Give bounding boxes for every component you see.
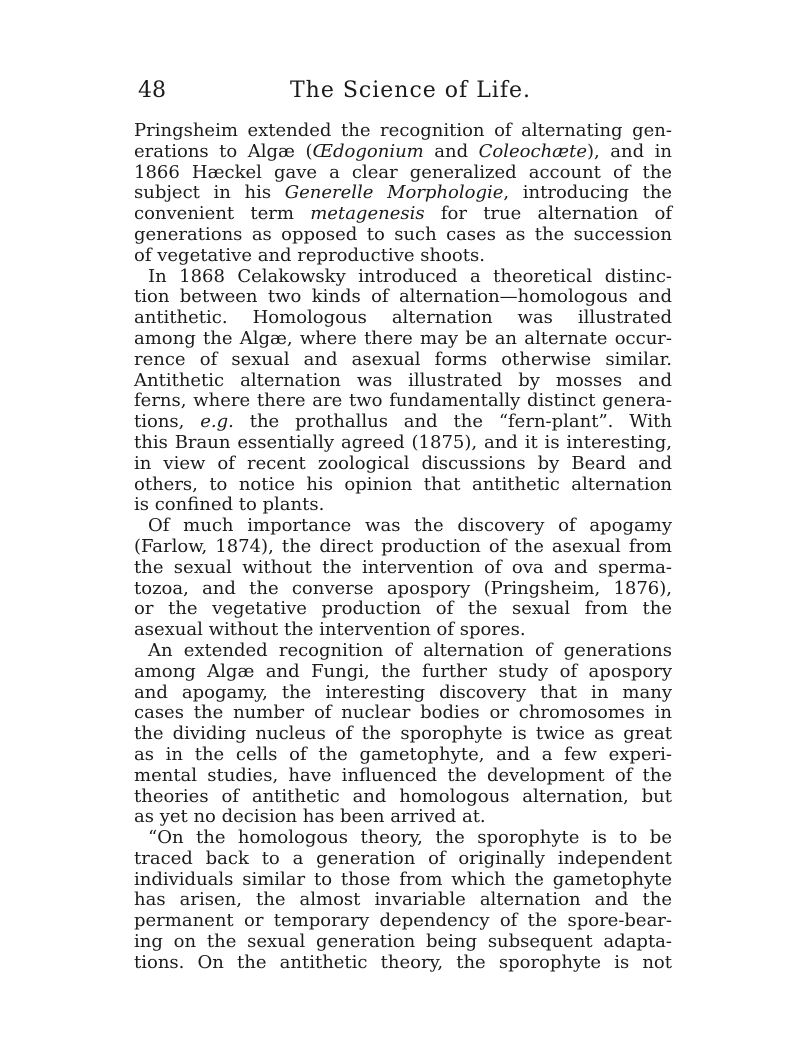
text-line: In 1868 Celakowsky introduced a theoretical distinc- (148, 265, 672, 287)
text-line: has arisen, the almost invariable alternation and the (134, 889, 672, 911)
italic-term: metagenesis (310, 203, 425, 225)
text-line: traced back to a generation of originally independent (134, 847, 672, 869)
italic-term: Generelle Morphologie (284, 182, 504, 204)
text-line: antithetic. Homologous alternation was illustrated (134, 307, 672, 329)
italic-term: e.g. (200, 411, 234, 433)
text-line: asexual without the intervention of spores. (134, 619, 526, 641)
text-line: “On the homologous theory, the sporophyte is to be (148, 827, 672, 849)
text-line: Pringsheim extended the recognition of alternating gen- (134, 120, 672, 141)
italic-term: Œdogonium (312, 140, 424, 162)
text-line: An extended recognition of alternation of generations (148, 639, 672, 661)
text-line: permanent or temporary dependency of the spore-bear- (134, 910, 672, 932)
paragraph (134, 267, 672, 517)
text-line: theories of antithetic and homologous alternation, but (134, 785, 672, 807)
paragraph (134, 641, 672, 828)
text-line: 1866 Hæckel gave a clear generalized account of the (134, 161, 672, 183)
text-line: of vegetative and reproductive shoots. (134, 244, 485, 266)
text-line: erations to Algæ (Œdogonium and Coleochæte), and in (134, 140, 672, 162)
paragraph (134, 516, 672, 641)
paragraph (134, 828, 672, 974)
text-line: and apogamy, the interesting discovery that in many (134, 681, 672, 703)
text-line: among the Algæ, where there may be an alternate occur- (134, 327, 672, 349)
text-line: rence of sexual and asexual forms otherwise similar. (134, 348, 672, 370)
text-line: tozoa, and the converse apospory (Pringsheim, 1876), (134, 577, 672, 599)
text-line: cases the number of nuclear bodies or chromosomes in (134, 702, 672, 724)
text-line: ferns, where there are two fundamentally distinct genera- (134, 390, 672, 412)
text-line: as in the cells of the gametophyte, and a few experi- (134, 743, 672, 765)
text-line: subject in his Generelle Morphologie, introducing the (134, 182, 672, 204)
text-line: others, to notice his opinion that antithetic alternation (134, 473, 672, 495)
italic-term: Coleochæte (478, 140, 587, 162)
text-line: individuals similar to those from which the gametophyte (134, 868, 672, 890)
text-line: convenient term metagenesis for true alternation of (134, 203, 672, 225)
text-line: this Braun essentially agreed (1875), and it is interesting, (134, 431, 672, 453)
text-line: tions. On the antithetic theory, the sporophyte is not (134, 951, 672, 973)
text-line: as yet no decision has been arrived at. (134, 806, 486, 828)
text-line: tion between two kinds of alternation—homologous and (134, 286, 672, 308)
text-line: the sexual without the intervention of ova and sperma- (134, 556, 672, 578)
text-line: among Algæ and Fungi, the further study of apospory (134, 660, 672, 682)
page-number: 48 (138, 78, 166, 103)
running-title: The Science of Life. (290, 78, 531, 103)
body-text (134, 121, 672, 974)
text-line: in view of recent zoological discussions by Beard and (134, 452, 672, 474)
page-header (138, 74, 673, 110)
text-line: (Farlow, 1874), the direct production of the asexual from (134, 535, 672, 557)
text-line: generations as opposed to such cases as the succession (134, 223, 672, 245)
paragraph (134, 121, 672, 267)
text-line: is confined to plants. (134, 494, 325, 516)
text-line: mental studies, have influenced the development of the (134, 764, 672, 786)
text-line: Of much importance was the discovery of apogamy (148, 515, 672, 537)
text-line: the dividing nucleus of the sporophyte is twice as great (134, 723, 672, 745)
text-line: or the vegetative production of the sexual from the (134, 598, 672, 620)
text-line: tions, e.g. the prothallus and the “fern-plant”. With (134, 411, 673, 433)
text-line: ing on the sexual generation being subsequent adapta- (134, 931, 672, 953)
text-line: Antithetic alternation was illustrated by mosses and (134, 369, 672, 391)
